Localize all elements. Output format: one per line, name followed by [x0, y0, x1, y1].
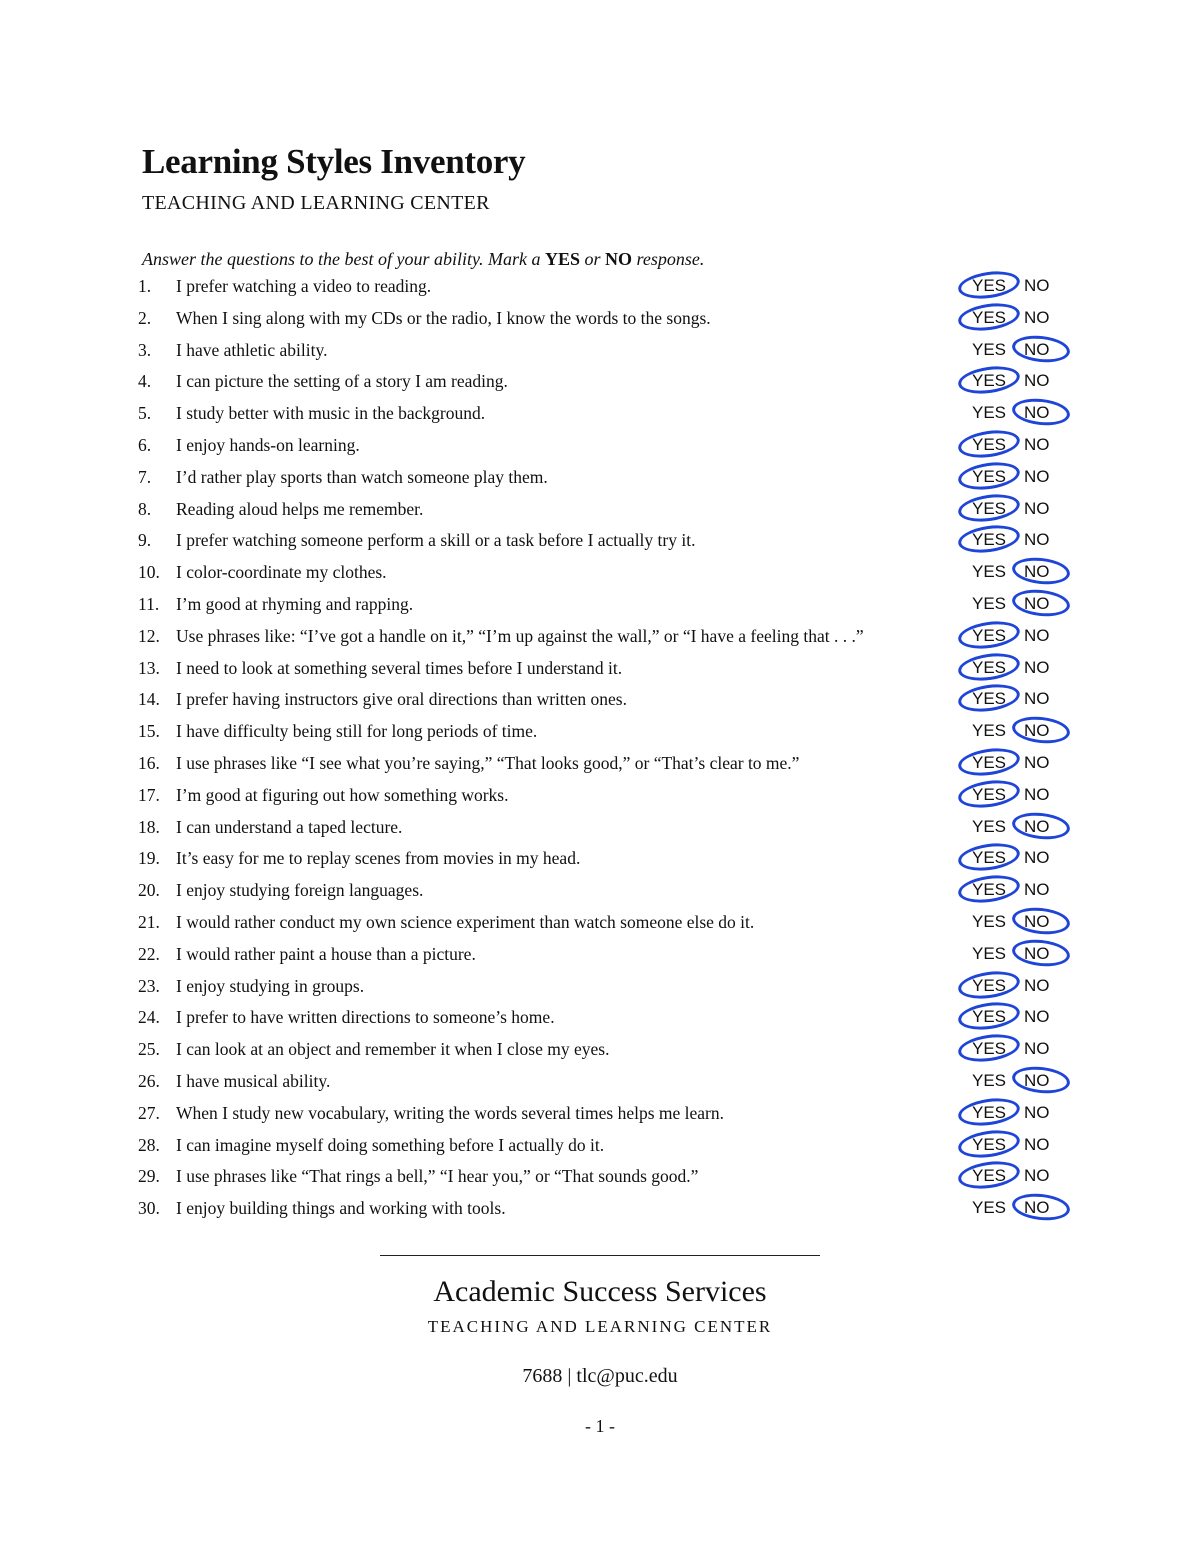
question-number: 10. [138, 562, 160, 583]
no-option[interactable]: NO [1024, 1166, 1050, 1186]
yes-option[interactable]: YES [972, 721, 1007, 741]
question-number: 2. [138, 307, 152, 328]
no-option[interactable]: NO [1024, 880, 1050, 900]
question-row [0, 747, 1200, 779]
no-option[interactable]: NO [1024, 625, 1050, 645]
question-number: 1. [138, 276, 152, 296]
no-option[interactable]: NO [1024, 1007, 1050, 1027]
yes-option[interactable]: YES [972, 689, 1007, 709]
question-text: I have musical ability. [176, 1070, 331, 1091]
question-text: I enjoy studying foreign languages. [176, 880, 424, 901]
question-text: I can understand a taped lecture. [176, 816, 403, 837]
question-number: 14. [138, 689, 160, 710]
yes-option[interactable]: YES [972, 625, 1007, 645]
yes-option[interactable]: YES [972, 975, 1007, 995]
yes-option[interactable]: YES [972, 1134, 1007, 1154]
question-number: 23. [138, 975, 160, 996]
question-row [0, 620, 1200, 652]
question-text: I use phrases like “I see what you’re saying,” “That looks good,” or “That’s clear to me.” [176, 752, 800, 773]
question-row [0, 652, 1200, 684]
question-row [0, 1192, 1200, 1224]
question-number: 22. [138, 943, 160, 964]
no-option[interactable]: NO [1024, 1134, 1050, 1154]
question-row [0, 938, 1200, 970]
no-option[interactable]: NO [1024, 911, 1050, 931]
no-option[interactable]: NO [1024, 943, 1050, 963]
no-option[interactable]: NO [1024, 339, 1050, 359]
footer-title: Academic Success Services [433, 1275, 767, 1308]
yes-option[interactable]: YES [972, 1166, 1007, 1186]
question-number: 18. [138, 816, 160, 837]
question-text: When I study new vocabulary, writing the words several times helps me learn. [176, 1102, 725, 1123]
question-row [0, 811, 1200, 843]
no-option[interactable]: NO [1024, 689, 1050, 709]
yes-option[interactable]: YES [972, 657, 1007, 677]
question-text: I enjoy hands-on learning. [176, 434, 360, 455]
question-number: 7. [138, 466, 152, 487]
question-row [0, 270, 1200, 302]
question-row [0, 715, 1200, 747]
yes-option[interactable]: YES [972, 434, 1007, 454]
question-number: 6. [138, 434, 152, 455]
instructions-no: NO [605, 249, 632, 269]
question-text: When I sing along with my CDs or the radio, I know the words to the songs. [176, 307, 711, 328]
question-row [0, 683, 1200, 715]
question-text: I enjoy studying in groups. [176, 975, 365, 996]
yes-option[interactable]: YES [972, 911, 1007, 931]
no-option[interactable]: NO [1024, 593, 1050, 613]
question-row [0, 1129, 1200, 1161]
question-row [0, 397, 1200, 429]
yes-option[interactable]: YES [972, 848, 1007, 868]
no-option[interactable]: NO [1024, 498, 1050, 518]
question-row [0, 461, 1200, 493]
question-row [0, 365, 1200, 397]
question-row [0, 429, 1200, 461]
question-number: 17. [138, 784, 160, 805]
question-number: 21. [138, 911, 160, 932]
question-row [0, 556, 1200, 588]
question-number: 27. [138, 1102, 160, 1123]
question-row [0, 493, 1200, 525]
question-row [0, 906, 1200, 938]
no-option[interactable]: NO [1024, 403, 1050, 423]
question-number: 12. [138, 625, 160, 646]
question-number: 4. [138, 371, 152, 392]
no-option[interactable]: NO [1024, 434, 1050, 454]
question-row [0, 588, 1200, 620]
question-text: I prefer to have written directions to someone’s home. [176, 1007, 555, 1028]
question-row [0, 874, 1200, 906]
no-option[interactable]: NO [1024, 371, 1050, 391]
question-text: I can imagine myself doing something before I actually do it. [176, 1134, 605, 1155]
question-text: I have athletic ability. [176, 339, 328, 360]
question-text: I would rather paint a house than a picture. [176, 943, 476, 964]
question-row [0, 1097, 1200, 1129]
page-number: - 1 - [585, 1416, 615, 1436]
question-row [0, 1065, 1200, 1097]
question-number: 29. [138, 1166, 160, 1187]
yes-option[interactable]: YES [972, 880, 1007, 900]
question-text: I prefer watching someone perform a skill or a task before I actually try it. [176, 530, 696, 551]
question-text: I prefer watching a video to reading. [176, 276, 432, 296]
question-text: I would rather conduct my own science experiment than watch someone else do it. [176, 911, 755, 932]
question-text: Use phrases like: “I’ve got a handle on it,” “I’m up against the wall,” or “I have a feeling that . . .” [176, 625, 864, 646]
no-option[interactable]: NO [1024, 276, 1050, 295]
question-number: 26. [138, 1070, 160, 1091]
yes-option[interactable]: YES [972, 530, 1007, 550]
question-number: 13. [138, 657, 160, 678]
question-number: 28. [138, 1134, 160, 1155]
question-text: I study better with music in the background. [176, 403, 486, 424]
question-number: 9. [138, 530, 152, 551]
no-option[interactable]: NO [1024, 307, 1050, 327]
question-text: I need to look at something several times before I understand it. [176, 657, 623, 678]
yes-option[interactable]: YES [972, 371, 1007, 391]
instructions [142, 249, 704, 270]
question-number: 11. [138, 593, 160, 614]
no-option[interactable]: NO [1024, 1198, 1050, 1218]
no-option[interactable]: NO [1024, 784, 1050, 804]
question-number: 25. [138, 1039, 160, 1060]
question-row [0, 779, 1200, 811]
yes-option[interactable]: YES [972, 1198, 1007, 1218]
yes-option[interactable]: YES [972, 466, 1007, 486]
question-text: I have difficulty being still for long periods of time. [176, 721, 538, 742]
yes-option[interactable]: YES [972, 339, 1007, 359]
yes-option[interactable]: YES [972, 562, 1007, 582]
yes-option[interactable]: YES [972, 307, 1007, 327]
question-text: I can picture the setting of a story I am reading. [176, 371, 508, 392]
no-option[interactable]: NO [1024, 562, 1050, 582]
footer-subtitle: TEACHING AND LEARNING CENTER [427, 1317, 773, 1336]
question-number: 5. [138, 403, 152, 424]
question-row [0, 1001, 1200, 1033]
no-option[interactable]: NO [1024, 657, 1050, 677]
no-option[interactable]: NO [1024, 816, 1050, 836]
yes-option[interactable]: YES [972, 816, 1007, 836]
yes-option[interactable]: YES [972, 593, 1007, 613]
question-text: I prefer having instructors give oral directions than written ones. [176, 689, 627, 710]
instructions-or: or [579, 249, 605, 269]
instructions-text-2: response. [632, 249, 705, 269]
no-option[interactable]: NO [1024, 975, 1050, 995]
question-text: I’m good at rhyming and rapping. [176, 593, 414, 614]
no-option[interactable]: NO [1024, 721, 1050, 741]
question-number: 19. [138, 848, 160, 869]
question-number: 24. [138, 1007, 160, 1028]
yes-option[interactable]: YES [972, 1007, 1007, 1027]
question-row [0, 524, 1200, 556]
yes-option[interactable]: YES [972, 498, 1007, 518]
no-option[interactable]: NO [1024, 848, 1050, 868]
no-option[interactable]: NO [1024, 530, 1050, 550]
no-option[interactable]: NO [1024, 752, 1050, 772]
footer-divider [380, 1255, 820, 1256]
question-row [0, 970, 1200, 1002]
yes-option[interactable]: YES [972, 1039, 1007, 1059]
question-row [0, 302, 1200, 334]
question-text: Reading aloud helps me remember. [176, 498, 424, 519]
question-text: I enjoy building things and working with tools. [176, 1198, 506, 1219]
question-text: It’s easy for me to replay scenes from movies in my head. [176, 848, 581, 869]
yes-option[interactable]: YES [972, 1102, 1007, 1122]
page-subtitle: TEACHING AND LEARNING CENTER [142, 192, 490, 214]
question-row [0, 842, 1200, 874]
no-option[interactable]: NO [1024, 1070, 1050, 1090]
question-text: I can look at an object and remember it when I close my eyes. [176, 1039, 610, 1060]
question-list [0, 270, 1200, 1224]
instructions-yes: YES [544, 249, 580, 269]
yes-option[interactable]: YES [972, 1070, 1007, 1090]
question-number: 20. [138, 880, 160, 901]
question-text: I color-coordinate my clothes. [176, 562, 387, 583]
question-number: 15. [138, 721, 160, 742]
yes-option[interactable]: YES [972, 752, 1007, 772]
question-text: I’d rather play sports than watch someone play them. [176, 466, 548, 487]
instructions-text-1: Answer the questions to the best of your ability. Mark a [142, 249, 545, 269]
yes-option[interactable]: YES [972, 276, 1007, 295]
yes-option[interactable]: YES [972, 784, 1007, 804]
footer-contact: 7688 | tlc@puc.edu [522, 1365, 678, 1387]
question-number: 16. [138, 752, 160, 773]
question-number: 3. [138, 339, 152, 360]
question-row [0, 1160, 1200, 1192]
no-option[interactable]: NO [1024, 466, 1050, 486]
question-row [0, 334, 1200, 366]
question-number: 30. [138, 1198, 160, 1219]
yes-option[interactable]: YES [972, 403, 1007, 423]
yes-option[interactable]: YES [972, 943, 1007, 963]
question-row [0, 1033, 1200, 1065]
page-title: Learning Styles Inventory [142, 142, 526, 181]
no-option[interactable]: NO [1024, 1102, 1050, 1122]
question-text: I use phrases like “That rings a bell,” “I hear you,” or “That sounds good.” [176, 1166, 699, 1187]
question-number: 8. [138, 498, 152, 519]
question-text: I’m good at figuring out how something works. [176, 784, 509, 805]
no-option[interactable]: NO [1024, 1039, 1050, 1059]
